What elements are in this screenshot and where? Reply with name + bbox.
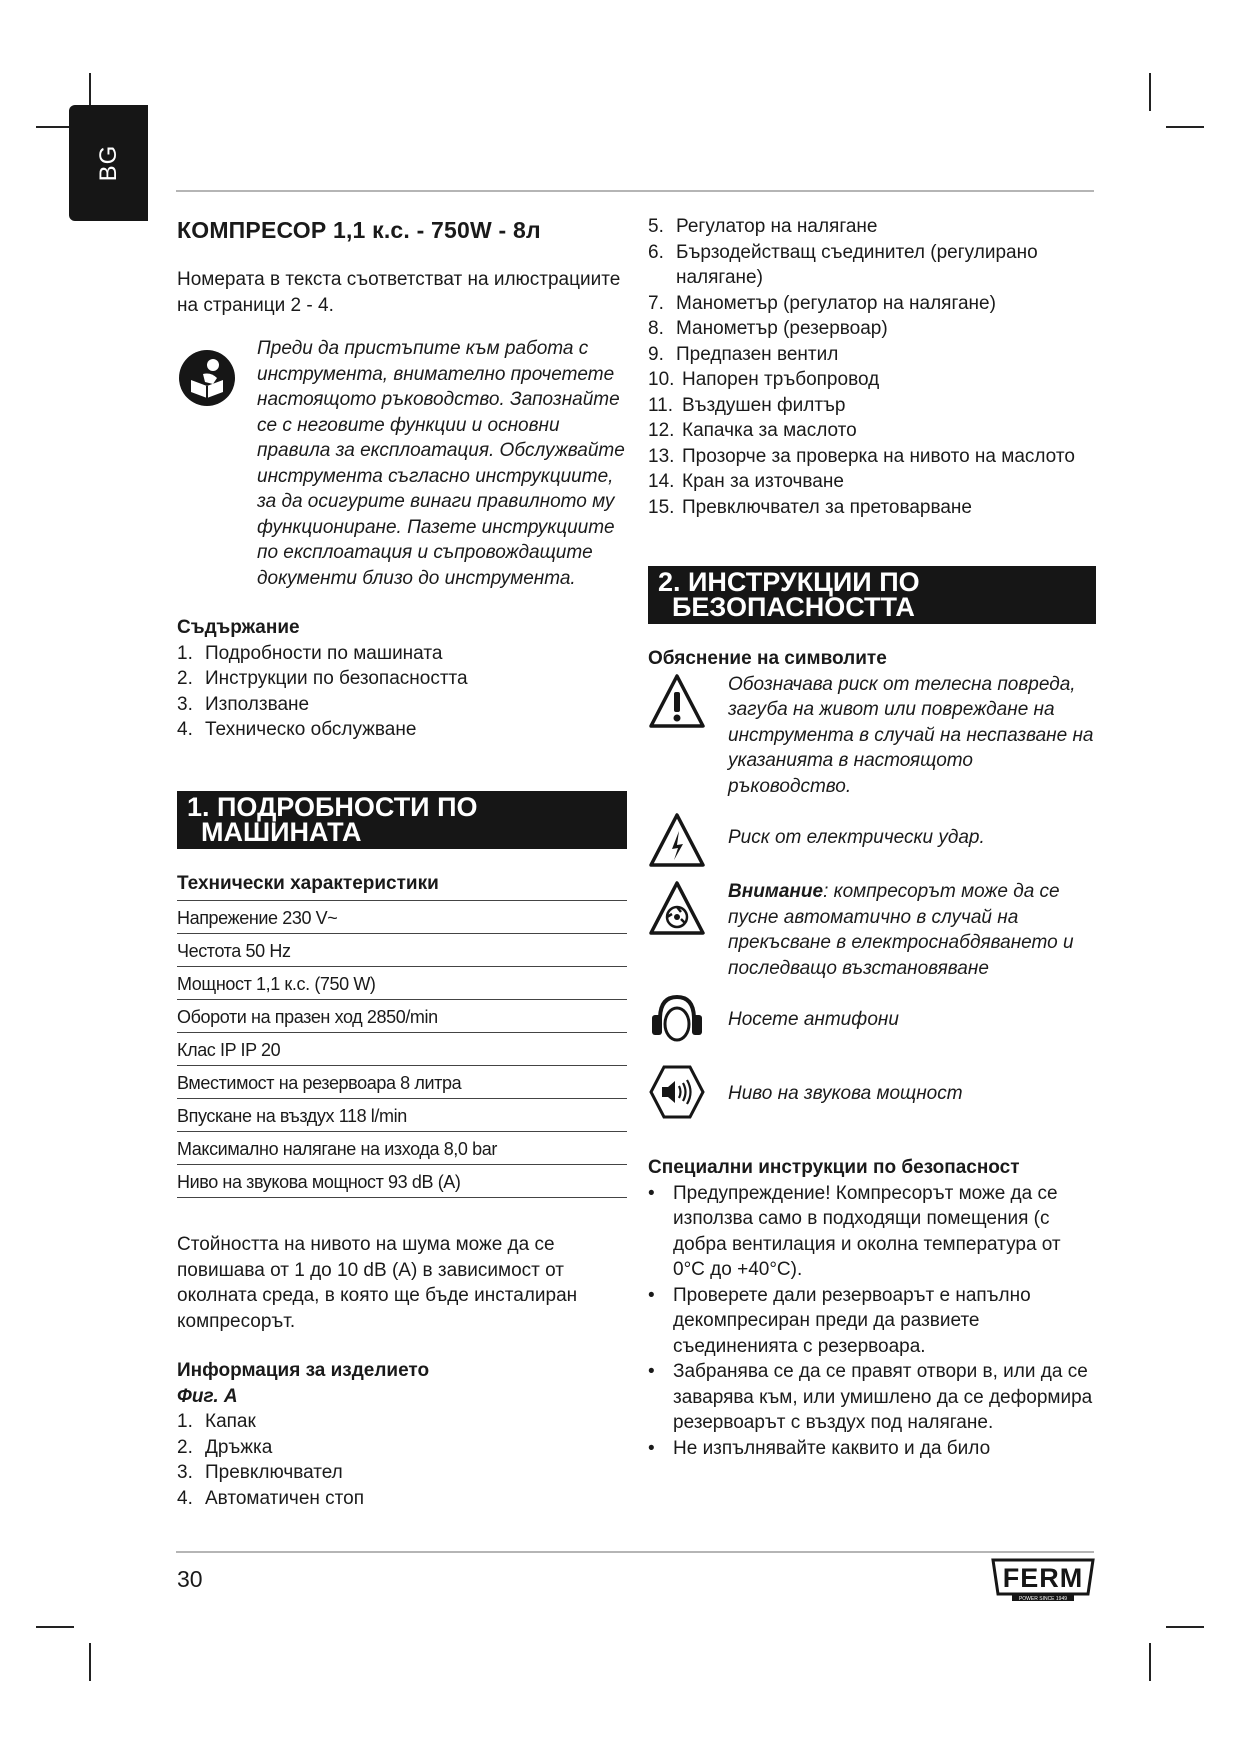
list-item: 4. Автоматичен стоп xyxy=(177,1487,365,1509)
read-manual-text: Преди да пристъпите към работа с инструмента, внимателно прочетете настоящото ръководство. Запознайте се с неговите функции и основни правила за експлоатация. Обслужвайте инструмента съгласно инструкциите, за да осигурите винаги правилното му функциониране. Пазете инструкциите по експлоатация и съпровождащите документи близо до инструмента. xyxy=(257,338,625,589)
list-item: 3. Превключвател xyxy=(177,1462,343,1483)
right-column xyxy=(648,214,1096,1461)
ferm-logo xyxy=(990,1558,1096,1602)
warning-triangle-icon xyxy=(648,672,706,730)
auto-start-icon xyxy=(648,879,706,937)
table-row: Напрежение 230 V~ xyxy=(177,901,627,934)
list-item: 2. Дръжка xyxy=(177,1436,273,1458)
crop-mark xyxy=(1166,126,1204,128)
sound-power-icon xyxy=(648,1063,706,1121)
list-item: • Не изпълнявайте каквито и да било xyxy=(648,1437,991,1459)
list-item: 10. Напорен тръбопровод xyxy=(648,369,880,390)
symbol-row: Риск от електрически удар. xyxy=(648,811,1096,869)
header-rule xyxy=(176,190,1094,192)
list-item: 6. Бързодействащ съединител (регулирано налягане) xyxy=(648,241,1038,288)
crop-mark xyxy=(1149,73,1151,111)
parts-list-left xyxy=(177,1409,627,1511)
electric-shock-icon xyxy=(648,811,706,869)
table-row: Клас IP IP 20 xyxy=(177,1033,627,1066)
symbol-row: Носете антифони xyxy=(648,991,1096,1049)
crop-mark xyxy=(1149,1643,1151,1681)
parts-list-right xyxy=(648,214,1096,520)
specs-heading: Технически характеристики xyxy=(177,872,439,894)
symbol-row: Ниво на звукова мощност xyxy=(648,1063,1096,1121)
list-item: • Предупреждение! Компресорът може да се използва само в подходящи помещения (с добра вентилация и околна температура от 0°C до +40°C). xyxy=(648,1182,1061,1280)
crop-mark xyxy=(1166,1626,1204,1628)
symbols-heading: Обяснение на символите xyxy=(648,648,887,669)
list-item: 14. Кран за източване xyxy=(648,471,844,492)
language-label: BG xyxy=(94,144,122,182)
page-number: 30 xyxy=(177,1566,203,1592)
crop-mark xyxy=(89,1643,91,1681)
list-item: 11. Въздушен филтър xyxy=(648,394,846,416)
list-item: 5. Регулатор на налягане xyxy=(648,216,878,237)
noise-note: Стойността на нивото на шума може да се повишава от 1 до 10 dB (A) в зависимост от околната среда, в която ще бъде инсталиран компресорът. xyxy=(177,1234,578,1332)
special-instructions-heading: Специални инструкции по безопасност xyxy=(648,1157,1020,1178)
list-item: • Проверете дали резервоарът е напълно декомпресиран преди да развиете съединенията с резервоара. xyxy=(648,1284,1031,1357)
table-row: Мощност 1,1 к.с. (750 W) xyxy=(177,967,627,1000)
list-item: 15. Превключвател за претоварване xyxy=(648,496,972,518)
page-title: КОМПРЕСОР 1,1 к.с. - 750W - 8л xyxy=(177,217,541,243)
table-row: Ниво на звукова мощност 93 dB (A) xyxy=(177,1165,627,1198)
read-manual-block xyxy=(177,336,627,591)
section-2-heading: 2. ИНСТРУКЦИИ ПО БЕЗОПАСНОСТТА xyxy=(648,566,1096,624)
symbol-row: Внимание: компресорът може да се пусне автоматично в случай на прекъсване в електроснабдяването и последващо възстановяване xyxy=(648,879,1096,981)
contents-list xyxy=(177,641,627,743)
language-tab xyxy=(69,105,148,221)
list-item: 8. Манометър (резервоар) xyxy=(648,318,888,339)
read-manual-icon xyxy=(177,348,237,408)
list-item: 2. Инструкции по безопасността xyxy=(177,668,468,689)
list-item: 9. Предпазен вентил xyxy=(648,343,839,365)
logo-tagline: POWER SINCE 1949 xyxy=(1018,1596,1068,1602)
list-item: 12. Капачка за маслото xyxy=(648,420,857,441)
list-item: 1. Подробности по машината xyxy=(177,642,443,664)
special-instructions-list xyxy=(648,1181,1096,1462)
list-item: 7. Манометър (регулатор на налягане) xyxy=(648,292,996,314)
table-row: Вместимост на резервоара 8 литра xyxy=(177,1066,627,1099)
figure-label: Фиг. А xyxy=(177,1385,238,1407)
table-row: Впускане на въздух 118 l/min xyxy=(177,1099,627,1132)
intro-text: Номерата в текста съответстват на илюстрациите на страници 2 - 4. xyxy=(177,269,621,316)
ear-protection-icon xyxy=(648,991,706,1049)
crop-mark xyxy=(36,1626,74,1628)
left-column xyxy=(177,214,627,1511)
contents-heading: Съдържание xyxy=(177,617,300,638)
list-item: 13. Прозорче за проверка на нивото на маслото xyxy=(648,445,1075,467)
symbol-row: Обозначава риск от телесна повреда, загуба на живот или повреждане на инструмента в случай на неспазване на указанията в настоящото ръководство. xyxy=(648,672,1096,800)
specs-table xyxy=(177,900,627,1198)
list-item: 4. Техническо обслужване xyxy=(177,719,417,740)
list-item: • Забранява се да се правят отвори в, или да се заварява към, или умишлено да се деформира резервоарът с въздух под налягане. xyxy=(648,1361,1093,1433)
section-1-heading: 1. ПОДРОБНОСТИ ПО МАШИНАТА xyxy=(177,791,627,849)
table-row: Максимално налягане на изхода 8,0 bar xyxy=(177,1132,627,1165)
list-item: 3. Използване xyxy=(177,693,310,715)
list-item: 1. Капак xyxy=(177,1411,256,1432)
table-row: Обороти на празен ход 2850/min xyxy=(177,1000,627,1033)
table-row: Честота 50 Hz xyxy=(177,934,627,967)
product-info-heading: Информация за изделието xyxy=(177,1360,430,1381)
footer-rule xyxy=(176,1551,1094,1553)
logo-wordmark: FERM xyxy=(1002,1563,1084,1593)
